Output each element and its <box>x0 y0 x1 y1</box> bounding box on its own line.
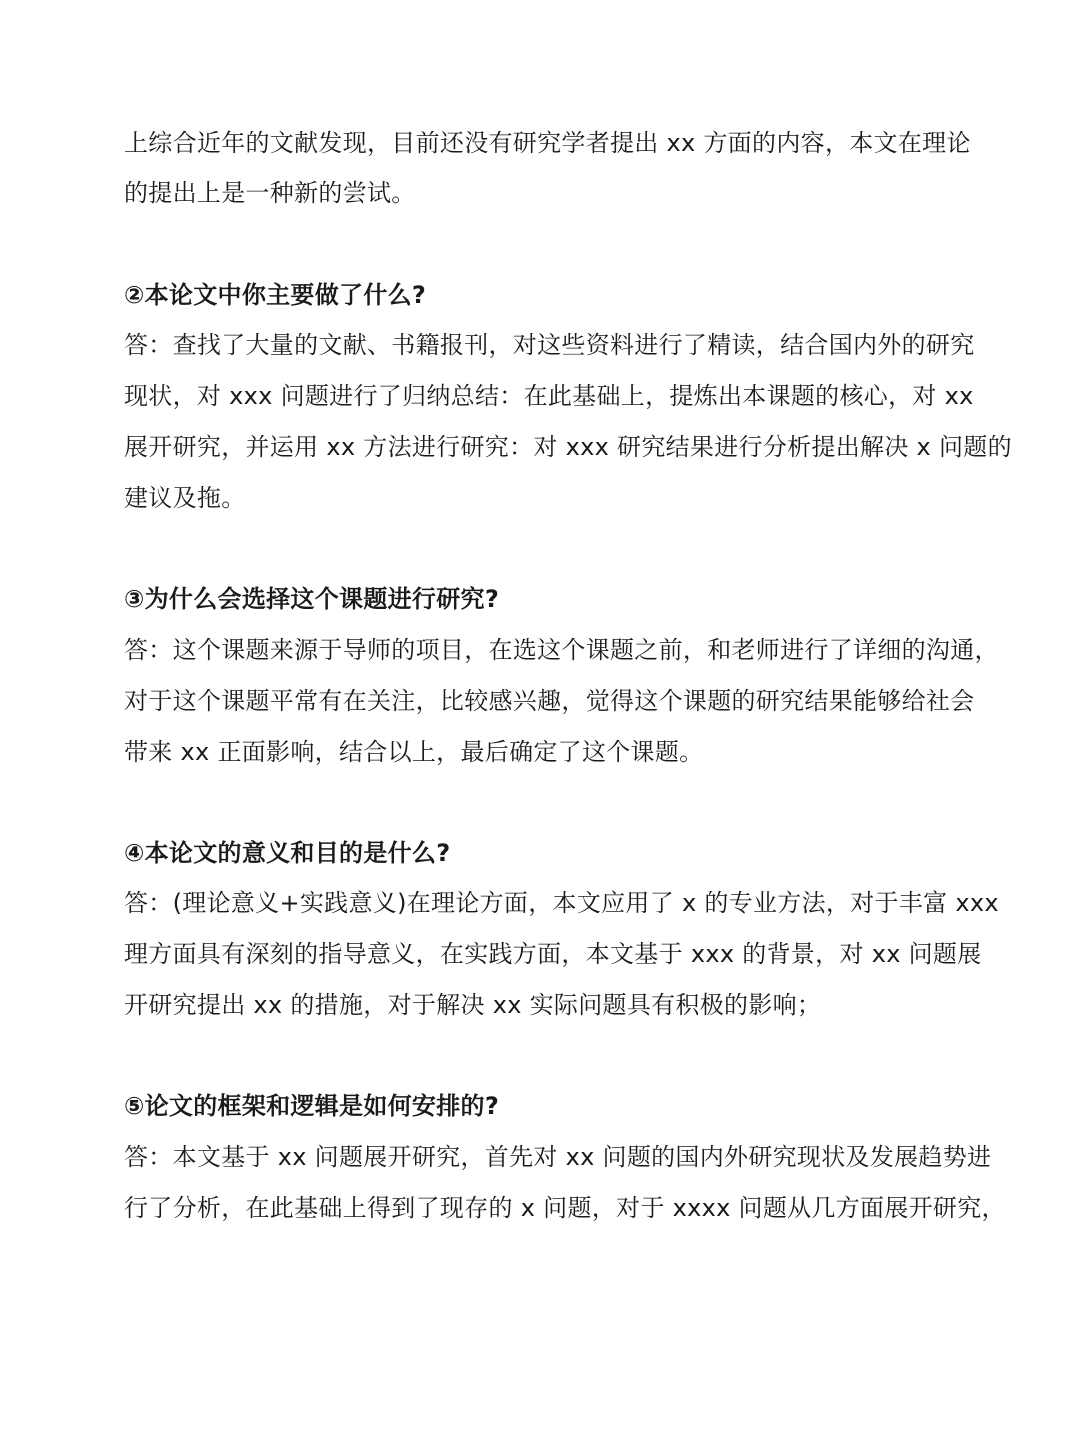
answer-line: 答：本文基于 xx 问题展开研究，首先对 xx 问题的国内外研究现状及发展趋势进 <box>124 1143 992 1171</box>
answer-line: 带来 xx 正面影响，结合以上，最后确定了这个课题。 <box>124 738 704 766</box>
answer-line: 答：查找了大量的文献、书籍报刊，对这些资料进行了精读，结合国内外的研究 <box>124 331 975 359</box>
answer-line: 理方面具有深刻的指导意义，在实践方面，本文基于 xxx 的背景，对 xx 问题展 <box>124 940 982 968</box>
question-heading: ③为什么会选择这个课题进行研究? <box>124 585 500 613</box>
answer-line: 现状，对 xxx 问题进行了归纳总结：在此基础上，提炼出本课题的核心，对 xx <box>124 382 974 410</box>
answer-line: 开研究提出 xx 的措施，对于解决 xx 实际问题具有积极的影响； <box>124 991 822 1019</box>
answer-line: 对于这个课题平常有在关注，比较感兴趣，觉得这个课题的研究结果能够给社会 <box>124 687 975 715</box>
answer-line: 行了分析，在此基础上得到了现存的 x 问题，对于 xxxx 问题从几方面展开研究， <box>124 1194 1006 1222</box>
answer-line: 答：(理论意义+实践意义)在理论方面，本文应用了 x 的专业方法，对于丰富 xxx <box>124 889 999 917</box>
question-heading: ②本论文中你主要做了什么? <box>124 281 427 309</box>
intro-line-2: 的提出上是一种新的尝试。 <box>124 179 416 207</box>
question-heading: ④本论文的意义和目的是什么? <box>124 839 451 867</box>
answer-line: 答：这个课题来源于导师的项目，在选这个课题之前，和老师进行了详细的沟通， <box>124 636 999 664</box>
answer-line: 展开研究，并运用 xx 方法进行研究：对 xxx 研究结果进行分析提出解决 x 问题的 <box>124 433 1012 461</box>
intro-line-1: 上综合近年的文献发现，目前还没有研究学者提出 xx 方面的内容，本文在理论 <box>124 129 971 157</box>
answer-line: 建议及拖。 <box>124 484 246 512</box>
question-heading: ⑤论文的框架和逻辑是如何安排的? <box>124 1092 500 1120</box>
